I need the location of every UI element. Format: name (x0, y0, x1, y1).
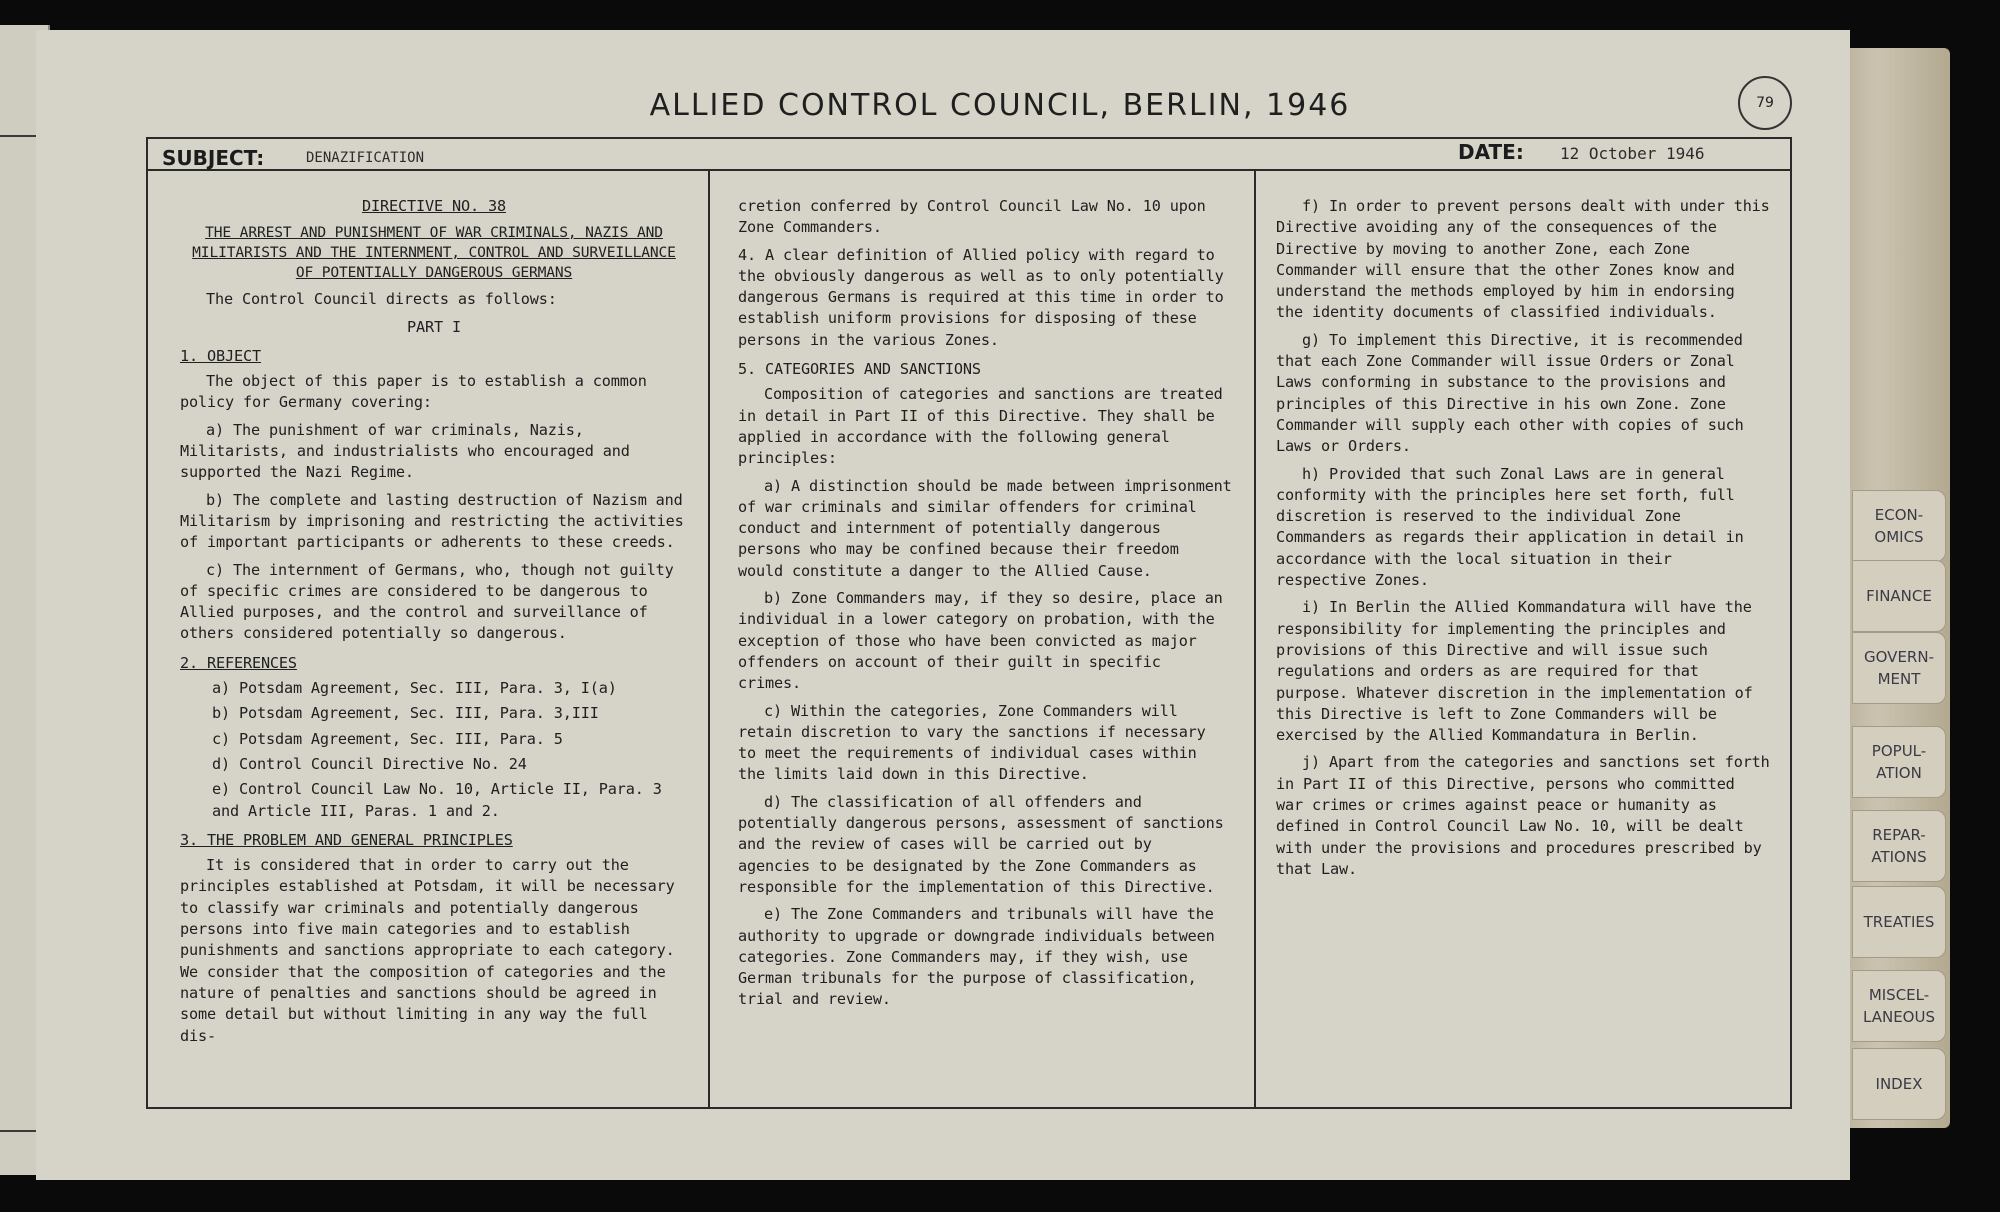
reference-item: d) Control Council Directive No. 24 (212, 754, 527, 773)
section-5-item-b: b) Zone Commanders may, if they so desire, place an individual in a lower category on probation, with the exception of those who have been convicted as major offenders on account of their guilt in specific crimes. (738, 589, 1223, 693)
section-5-item-i: i) In Berlin the Allied Kommandatura will have the responsibility for implementing the principles and provisions of this Directive and will issue such regulations and orders as are required for that purpose. Whatever discretion in the implementation of this Directive is left to Zone Commanders will be exercised by the Allied Kommandatura in Berlin. (1276, 598, 1753, 745)
section-1-item-b: b) The complete and lasting destruction of Nazism and Militarism by imprisoning and restricting the activities of important participants or adherents to these creeds. (180, 490, 684, 552)
tab-miscellaneous[interactable]: MISCEL- LANEOUS (1852, 970, 1946, 1042)
section-5-item-c: c) Within the categories, Zone Commanders will retain discretion to vary the sanctions if necessary to meet the requirements of individual cases within the limits laid down in this Directive. (738, 701, 1206, 784)
tab-population[interactable]: POPUL- ATION (1852, 726, 1946, 798)
left-page-rule (0, 135, 38, 137)
header-divider (146, 169, 1792, 171)
directs-line: The Control Council directs as follows: (206, 290, 557, 309)
left-page-rule (0, 1130, 38, 1132)
section-5-item-g: g) To implement this Directive, it is recommended that each Zone Commander will issue Orders or Zonal Laws conforming in substance to the provisions and principles of this Directive in his own Zone. Zone Commander will supply each other with copies of such Laws or Orders. (1276, 330, 1744, 456)
reference-item: c) Potsdam Agreement, Sec. III, Para. 5 (212, 729, 563, 748)
section-5-item-a: a) A distinction should be made between imprisonment of war criminals and similar offenders for criminal conduct and internment of potentially dangerous persons who may be confined because their freedom would constitute a danger to the Allied Cause. (738, 476, 1232, 580)
section-1-title: 1. OBJECT (180, 346, 261, 365)
section-1-paragraph: The object of this paper is to establish a common policy for Germany covering: (180, 372, 647, 412)
column-2 (738, 196, 1232, 1017)
tab-finance[interactable]: FINANCE (1852, 560, 1946, 632)
reference-item: a) Potsdam Agreement, Sec. III, Para. 3, I(a) (212, 679, 617, 698)
section-5-title: 5. CATEGORIES AND SANCTIONS (738, 360, 981, 379)
continuation-paragraph: cretion conferred by Control Council Law No. 10 upon Zone Commanders. (738, 197, 1206, 237)
tab-index[interactable]: INDEX (1852, 1048, 1946, 1120)
section-1-item-c: c) The internment of Germans, who, though not guilty of specific crimes are considered to be dangerous to Allied purposes, and the control and surveillance of others considered potentially so dangerous. (180, 560, 674, 643)
reference-item: e) Control Council Law No. 10, Article II, Para. 3 and Article III, Paras. 1 and 2. (212, 780, 662, 820)
section-4-paragraph: 4. A clear definition of Allied policy with regard to the obviously dangerous as well as to only potentially dangerous Germans is required at this time in order to establish uniform provisions for disposing of these persons in the various Zones. (738, 245, 1224, 349)
page-number-badge: 79 (1738, 76, 1792, 130)
column-3 (1276, 196, 1770, 886)
date-label: DATE: (1458, 140, 1524, 164)
section-5-item-f: f) In order to prevent persons dealt with under this Directive avoiding any of the consequences of the Directive by moving to another Zone, each Zone Commander will ensure that the other Zones know and understand the methods employed by him in endorsing the identity documents of classified individuals. (1276, 197, 1770, 322)
page-title: ALLIED CONTROL COUNCIL, BERLIN, 1946 (649, 88, 1351, 123)
section-3-title: 3. THE PROBLEM AND GENERAL PRINCIPLES (180, 830, 513, 849)
tab-treaties[interactable]: TREATIES (1852, 886, 1946, 958)
section-2-title: 2. REFERENCES (180, 653, 297, 672)
subject-label: SUBJECT: (162, 146, 265, 170)
tab-reparations[interactable]: REPAR- ATIONS (1852, 810, 1946, 882)
part-label: PART I (407, 317, 461, 336)
section-5-item-d: d) The classification of all offenders and potentially dangerous persons, assessment of sanctions and the review of cases will be carried out by agencies to be designated by the Zone Commanders as responsible for the implementation of this Directive. (738, 792, 1224, 896)
section-5-item-h: h) Provided that such Zonal Laws are in general conformity with the principles here set forth, full discretion is reserved to the individual Zone Commanders as regards their application in detail in accordance with the local situation in their respective Zones. (1276, 464, 1744, 590)
reference-item: b) Potsdam Agreement, Sec. III, Para. 3,III (212, 704, 599, 723)
tab-government[interactable]: GOVERN- MENT (1852, 632, 1946, 704)
column-divider (1254, 169, 1256, 1109)
section-5-paragraph: Composition of categories and sanctions are treated in detail in Part II of this Directive. They shall be applied in accordance with the following general principles: (738, 385, 1223, 468)
directive-heading: THE ARREST AND PUNISHMENT OF WAR CRIMINALS, NAZIS AND MILITARISTS AND THE INTERNMENT, CONTROL AND SURVEILLANCE OF POTENTIALLY DANGEROUS GERMANS (192, 224, 676, 282)
section-5-item-j: j) Apart from the categories and sanctions set forth in Part II of this Directive, persons who committed war crimes or crimes against peace or humanity as defined in Control Council Law No. 10, will be dealt with under the provisions and procedures prescribed by that Law. (1276, 753, 1770, 878)
date-value: 12 October 1946 (1560, 144, 1705, 163)
section-5-item-e: e) The Zone Commanders and tribunals will have the authority to upgrade or downgrade individuals between categories. Zone Commanders may, if they wish, use German tribunals for the purpose of classification, trial and review. (738, 905, 1215, 1009)
column-divider (708, 169, 710, 1109)
tab-economics[interactable]: ECON- OMICS (1852, 490, 1946, 562)
column-1 (180, 196, 688, 1053)
section-3-paragraph: It is considered that in order to carry out the principles established at Potsdam, it will be necessary to classify war criminals and potentially dangerous persons into five main categories and to establish punishments and sanctions appropriate to each category. We consider that the composition of categories and the nature of penalties and sanctions should be agreed in some detail but without limiting in any way the full dis- (180, 856, 675, 1045)
subject-value: DENAZIFICATION (306, 150, 425, 166)
directive-number: DIRECTIVE NO. 38 (362, 197, 506, 215)
section-1-item-a: a) The punishment of war criminals, Nazis, Militarists, and industrialists who encouraged and supported the Nazi Regime. (180, 420, 630, 482)
